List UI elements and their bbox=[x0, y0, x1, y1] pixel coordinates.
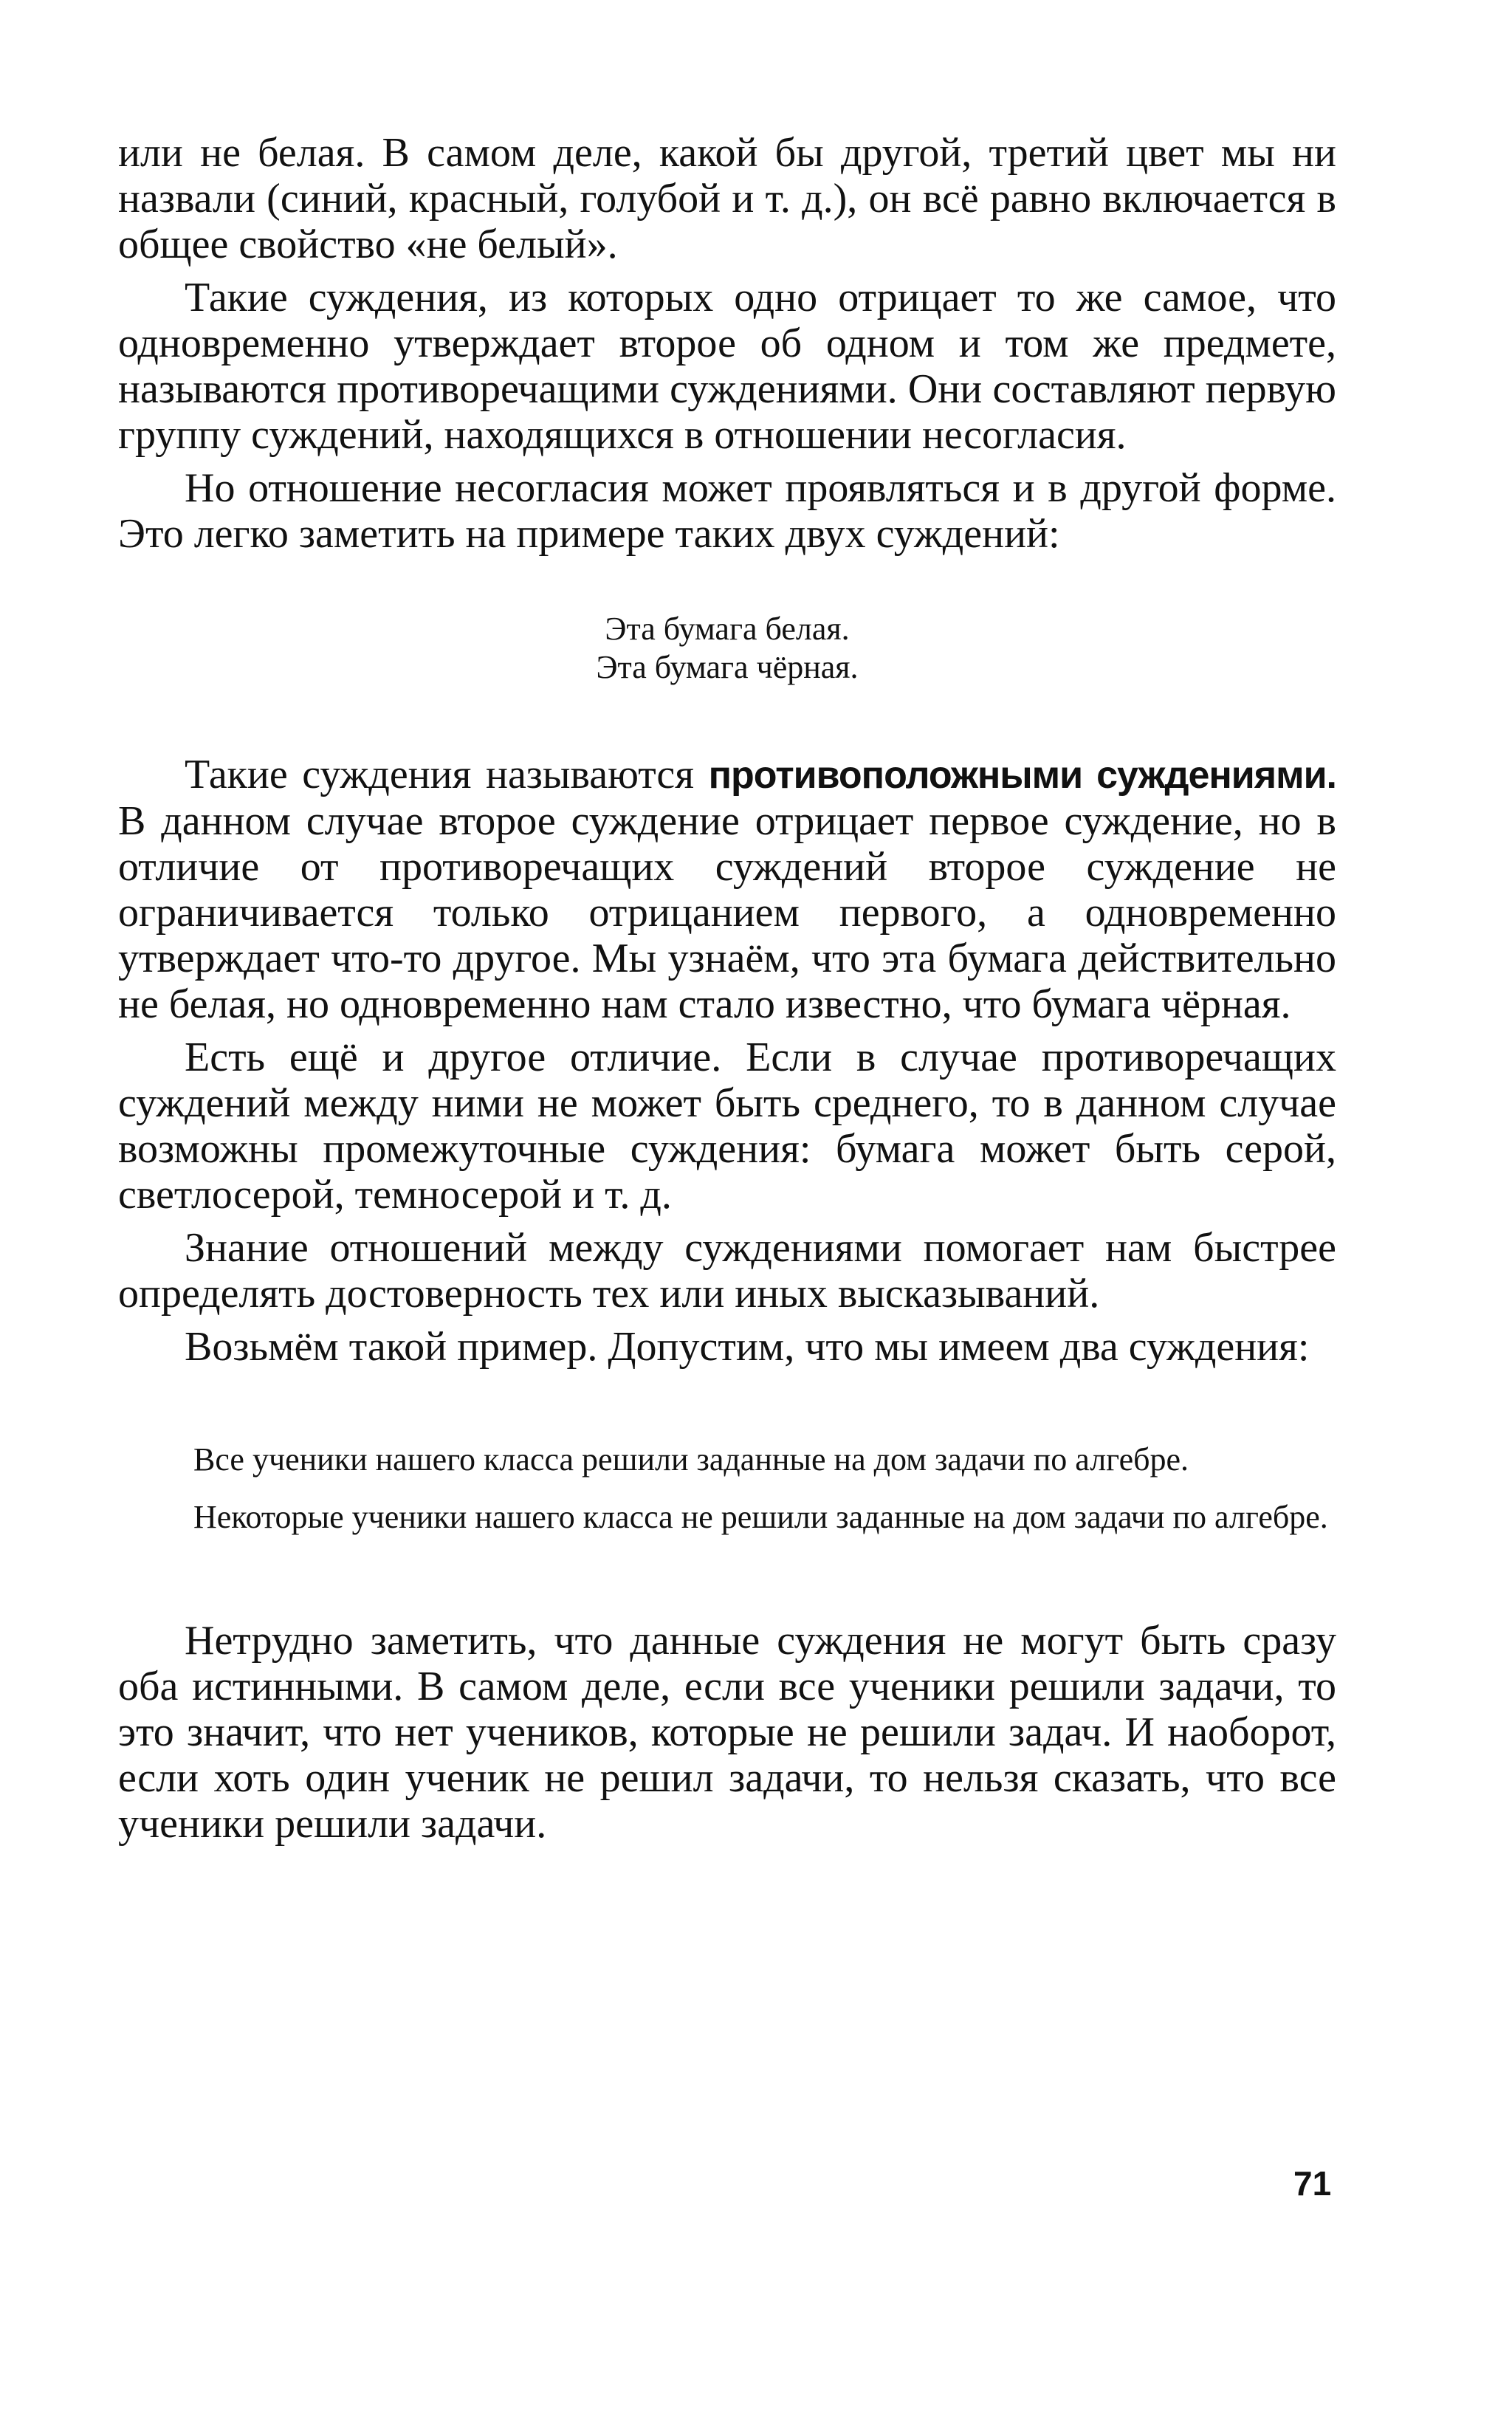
paragraph-3: Но отношение несогласия может проявляться и в другой форме. Это легко заметить на примере таких двух суждений: bbox=[118, 465, 1336, 557]
example-line-black: Эта бумага чёрная. bbox=[596, 649, 859, 685]
term-opposite-judgments: противоположными суждениями. bbox=[708, 754, 1336, 797]
paragraph-4-lead: Такие суждения называются bbox=[185, 752, 709, 797]
paragraph-4 bbox=[118, 752, 1336, 1027]
example-block-paper bbox=[118, 610, 1336, 687]
paragraph-7: Возьмём такой пример. Допустим, что мы имеем два суждения: bbox=[185, 1324, 1310, 1370]
paragraph-6: Знание отношений между суждениями помогает нам быстрее определять достоверность тех или иных высказываний. bbox=[118, 1225, 1336, 1317]
paragraph-5: Есть ещё и другое отличие. Если в случае противоречащих суждений между ними не может быть среднего, то в данном случае возможны промежуточные суждения: бумага может быть серой, светлосерой, темносерой и т. д. bbox=[118, 1034, 1336, 1218]
example-all-students: Все ученики нашего класса решили заданные на дом задачи по алгебре. bbox=[193, 1441, 1189, 1478]
example-block-students bbox=[118, 1441, 1336, 1537]
paragraph-8: Нетрудно заметить, что данные суждения не могут быть сразу оба истинными. В самом деле, если все ученики решили задачи, то это значит, что нет учеников, которые не решили задач. И наоборот, если хоть один ученик не решил задачи, то нельзя сказать, что все ученики решили задачи. bbox=[118, 1618, 1336, 1847]
page-number: 71 bbox=[1293, 2164, 1332, 2203]
paragraph-2: Такие суждения, из которых одно отрицает то же самое, что одновременно утверждает второе об одном и том же предмете, называются противоречащими суждениями. Они составляют первую группу суждений, находящихся в отношении несогласия. bbox=[118, 275, 1336, 458]
paragraph-1: или не белая. В самом деле, какой бы другой, третий цвет мы ни назвали (синий, красный, голубой и т. д.), он всё равно включается в общее свойство «не белый». bbox=[118, 130, 1336, 267]
paragraph-4-rest: В данном случае второе суждение отрицает первое суждение, но в отличие от противоречащих суждений второе суждение не ограничивается только отрицанием первого, а одновременно утверждает что-то другое. Мы узнаём, что эта бумага действительно не белая, но одновременно нам стало известно, что бумага чёрная. bbox=[118, 798, 1336, 1027]
page-content bbox=[118, 130, 1336, 1847]
example-some-students: Некоторые ученики нашего класса не решили заданные на дом задачи по алгебре. bbox=[193, 1499, 1328, 1535]
example-line-white: Эта бумага белая. bbox=[605, 611, 850, 647]
